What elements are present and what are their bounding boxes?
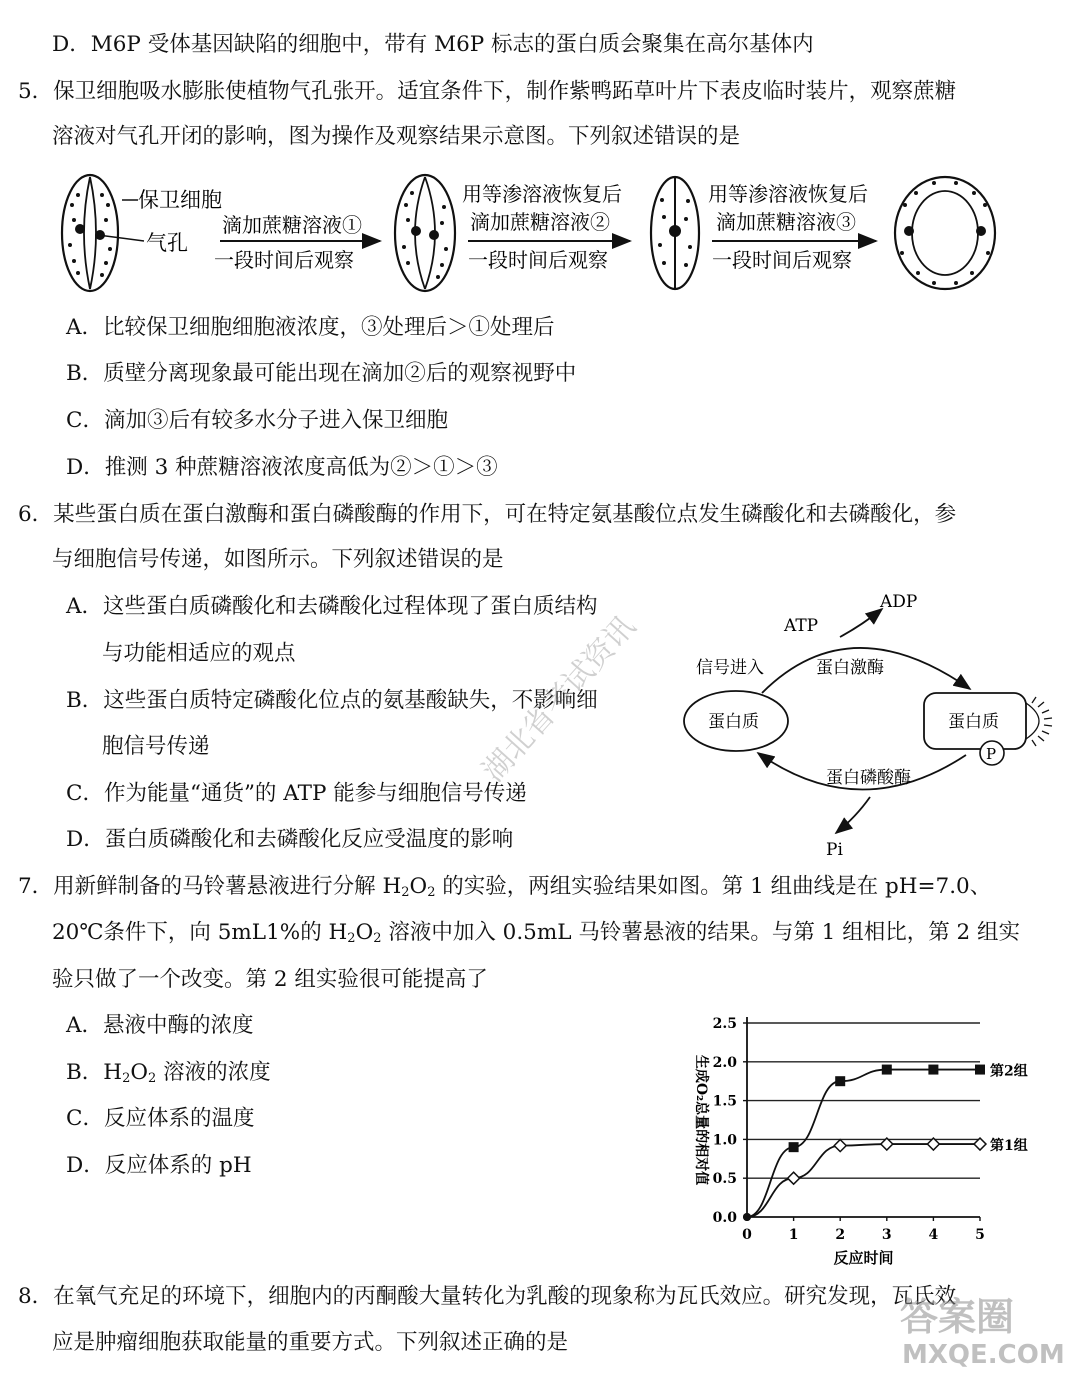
q6-option-b-1: B．这些蛋白质特定磷酸化位点的氨基酸缺失，不影响细 (66, 688, 598, 713)
label-pi: Pi (826, 840, 843, 860)
x-axis-label: 反应时间 (833, 1249, 894, 1267)
x-tick-label: 5 (975, 1227, 985, 1243)
q8-stem-line1: 8．在氧气充足的环境下，细胞内的丙酮酸大量转化为乳酸的现象称为瓦氏效应。研究发现，瓦氏效 (18, 1284, 957, 1309)
q7-line-chart (680, 1005, 1060, 1270)
label-phosphatase: 蛋白磷酸酶 (826, 768, 911, 788)
x-tick-label: 0 (742, 1227, 752, 1243)
logo-bottom: MXQE.COM (902, 1340, 1065, 1370)
stoma-cell-4 (895, 177, 995, 289)
stoma-cell-1 (62, 175, 118, 291)
label-guard-cell: 保卫细胞 (138, 188, 222, 212)
data-point-square (975, 1065, 985, 1075)
q8-stem-line2: 应是肿瘤细胞获取能量的重要方式。下列叙述正确的是 (52, 1330, 569, 1355)
q5-option-a: A．比较保卫细胞细胞液浓度，③处理后＞①处理后 (66, 315, 555, 340)
label-protein-right: 蛋白质 (948, 712, 999, 732)
q7-stem-line3: 验只做了一个改变。第 2 组实验很可能提高了 (52, 967, 488, 992)
q6-option-d: D．蛋白质磷酸化和去磷酸化反应受温度的影响 (66, 827, 514, 852)
q5-stem-line2: 溶液对气孔开闭的影响，图为操作及观察结果示意图。下列叙述错误的是 (52, 124, 741, 149)
q7-option-c: C．反应体系的温度 (66, 1106, 255, 1131)
arrow1-bottom: 一段时间后观察 (214, 248, 354, 272)
data-point-diamond (788, 1172, 800, 1184)
q7-stem-line2: 20℃条件下，向 5mL1%的 $H_2O_2$ 溶液中加入 0.5mL 马铃薯悬液的结果。与第 1 组相比，第 2 组实 (52, 920, 1021, 946)
x-tick-label: 3 (881, 1227, 892, 1243)
q6-stem-line2: 与细胞信号传递，如图所示。下列叙述错误的是 (52, 547, 504, 572)
x-tick-label: 2 (835, 1227, 846, 1243)
arrow1-top: 滴加蔗糖溶液① (222, 213, 362, 237)
q7-option-d: D．反应体系的 pH (66, 1153, 252, 1178)
receptor-fringe-icon (1026, 697, 1052, 746)
stoma-cell-2 (395, 175, 455, 291)
label-stoma: 气孔 (146, 231, 188, 255)
arrow3-top2: 滴加蔗糖溶液③ (716, 210, 856, 234)
q6-option-b-2: 胞信号传递 (102, 734, 210, 759)
q7-stem-line1: 7．用新鲜制备的马铃薯悬液进行分解 $H_2O_2$ 的实验，两组实验结果如图。第 1 组曲线是在 pH=7.0、 (18, 874, 992, 900)
atp-to-adp-arrow (840, 609, 882, 637)
q5-stem-line1: 5．保卫细胞吸水膨胀使植物气孔张开。适宜条件下，制作紫鸭跖草叶片下表皮临时装片，观察蔗糖 (18, 79, 957, 104)
arrow2-bottom: 一段时间后观察 (468, 248, 608, 272)
data-point-square (882, 1065, 892, 1075)
q6-option-a-2: 与功能相适应的观点 (102, 641, 296, 666)
x-tick-label: 1 (788, 1227, 799, 1243)
y-tick-label: 1.5 (712, 1093, 737, 1110)
arrow3-top1: 用等渗溶液恢复后 (708, 182, 868, 206)
q7-option-b: B．$H_2O_2$ 溶液的浓度 (66, 1060, 271, 1086)
pi-arrow (836, 797, 870, 833)
q6-option-c: C．作为能量“通货”的 ATP 能参与细胞信号传递 (66, 781, 527, 806)
q5-option-c: C．滴加③后有较多水分子进入保卫细胞 (66, 408, 448, 433)
q4-option-d: D．M6P 受体基因缺陷的细胞中，带有 M6P 标志的蛋白质会聚集在高尔基体内 (52, 32, 814, 57)
label-protein-left: 蛋白质 (708, 712, 759, 732)
q5-stoma-figure (50, 165, 1030, 305)
label-atp: ATP (784, 616, 819, 636)
label-kinase: 蛋白激酶 (816, 658, 884, 678)
data-point-square (928, 1065, 938, 1075)
label-phosphate: P (986, 745, 997, 763)
label-adp: ADP (880, 592, 918, 612)
data-point-diamond (834, 1140, 846, 1152)
data-point-origin (743, 1213, 751, 1221)
x-tick-label: 4 (928, 1227, 939, 1243)
y-tick-label: 1.0 (712, 1132, 737, 1149)
stoma-cell-3 (651, 177, 699, 289)
series-label: 第1组 (990, 1138, 1028, 1155)
q6-phosphorylation-figure (670, 585, 1070, 865)
y-tick-label: 0.5 (712, 1171, 737, 1188)
y-axis-label: 生成O₂总量的相对值 (693, 1054, 709, 1186)
data-point-square (835, 1076, 845, 1086)
data-point-square (789, 1142, 799, 1152)
arrow2-top1: 用等渗溶液恢复后 (462, 182, 622, 206)
label-signal-in: 信号进入 (696, 658, 764, 678)
arrow2-top2: 滴加蔗糖溶液② (470, 210, 610, 234)
watermark-text: 湖北省考试资讯 (475, 609, 643, 789)
series-label: 第2组 (990, 1063, 1028, 1080)
y-tick-label: 2.5 (712, 1016, 737, 1032)
q6-stem-line1: 6．某些蛋白质在蛋白激酶和蛋白磷酸酶的作用下，可在特定氨基酸位点发生磷酸化和去磷酸化，参 (18, 502, 957, 527)
arrow3-bottom: 一段时间后观察 (712, 248, 852, 272)
q5-option-b: B．质壁分离现象最可能出现在滴加②后的观察视野中 (66, 361, 577, 386)
logo-top: 答案圈 (900, 1295, 1015, 1339)
y-tick-label: 2.0 (712, 1054, 737, 1071)
q6-option-a-1: A．这些蛋白质磷酸化和去磷酸化过程体现了蛋白质结构 (66, 594, 598, 619)
q5-option-d: D．推测 3 种蔗糖溶液浓度高低为②＞①＞③ (66, 455, 498, 480)
y-tick-label: 0.0 (712, 1210, 737, 1226)
q7-option-a: A．悬液中酶的浓度 (66, 1013, 254, 1038)
